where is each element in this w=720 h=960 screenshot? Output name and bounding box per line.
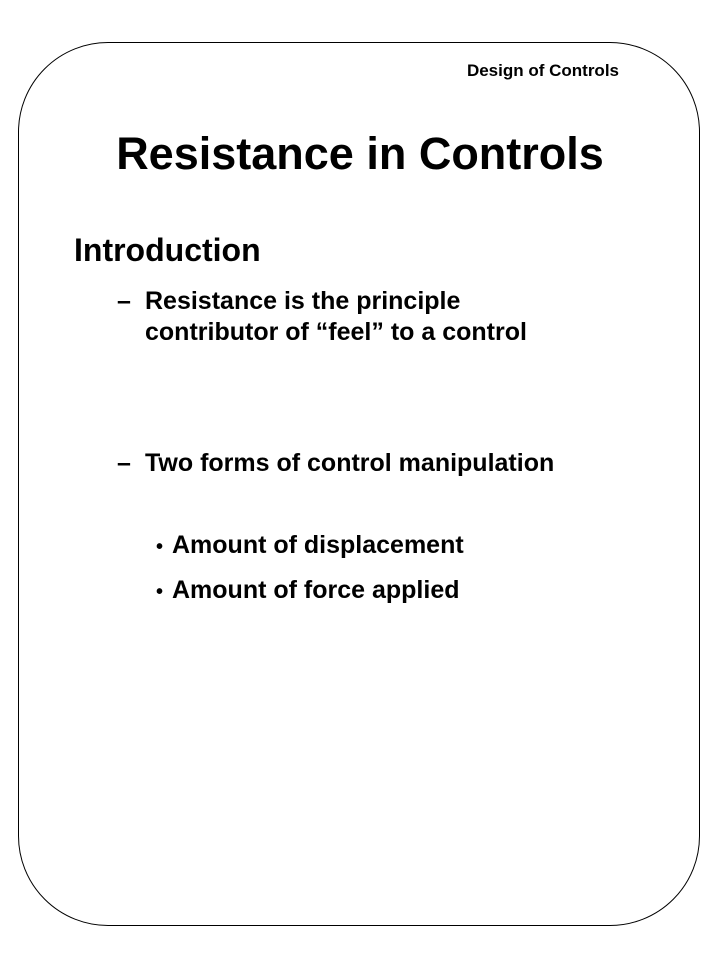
header-label: Design of Controls <box>466 61 619 80</box>
dash-marker: – <box>117 287 131 315</box>
bullet-point-force <box>156 576 460 605</box>
bullet-marker: • <box>156 581 164 603</box>
dash-point-manipulation <box>117 448 575 479</box>
bullet-point-displacement <box>156 531 464 560</box>
slide-title: Resistance in Controls <box>116 128 604 179</box>
bullet-point-text: Amount of displacement <box>172 531 464 559</box>
bullet-marker: • <box>156 536 164 558</box>
dash-marker: – <box>117 449 131 477</box>
dash-point-text: Two forms of control manipulation <box>145 449 555 477</box>
bullet-point-text: Amount of force applied <box>172 576 460 604</box>
dash-point-text: Resistance is the principle contributor of “feel” to a control <box>145 287 527 346</box>
dash-point-resistance <box>117 286 575 348</box>
section-heading: Introduction <box>74 232 261 268</box>
